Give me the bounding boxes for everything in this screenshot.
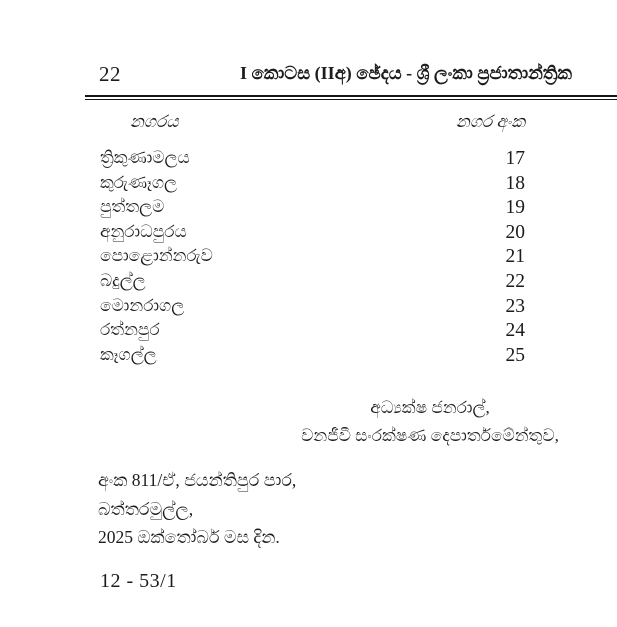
city-name: බදුල්ල	[100, 270, 146, 290]
table-row	[0, 173, 617, 198]
city-number-table	[0, 148, 617, 369]
city-number: 21	[505, 246, 525, 268]
city-number: 24	[505, 320, 525, 342]
table-row	[0, 197, 617, 222]
city-number: 22	[505, 270, 525, 292]
city-number: 18	[505, 172, 525, 194]
city-name: රත්නපුර	[100, 320, 160, 340]
city-number: 19	[505, 197, 525, 219]
address-city: බත්තරමුල්ල,	[98, 498, 194, 519]
header-double-rule	[85, 95, 617, 100]
table-row	[0, 222, 617, 247]
city-number: 25	[505, 344, 525, 366]
city-name: කෑගල්ල	[100, 344, 157, 364]
city-number: 17	[505, 148, 525, 169]
signature-block	[260, 394, 600, 449]
gazette-header-title: I කොටස (IIඅ) ඡේදය - ශ්‍රී ලංකා ප්‍රජාතාන්ත්‍රික	[240, 63, 573, 83]
page-number: 22	[99, 62, 121, 86]
table-row	[0, 296, 617, 321]
notice-number: 12 - 53/1	[100, 570, 177, 592]
city-number: 20	[505, 221, 525, 243]
table-row	[0, 320, 617, 345]
city-name: අනුරාධපුරය	[100, 221, 187, 241]
city-name: කුරුණෑගල	[100, 172, 177, 192]
table-row	[0, 345, 617, 370]
city-name: පොළොන්නරුව	[100, 246, 213, 266]
address-date: 2025 ඔක්තෝබර් මස දින.	[98, 527, 280, 547]
table-row	[0, 246, 617, 271]
signatory-department: වනජීවී සංරක්ෂණ දෙපාර්තමේන්තුව,	[301, 425, 559, 445]
column-header-number: නගර අංක	[455, 112, 525, 131]
city-name: මොනරාගල	[100, 295, 185, 315]
table-row	[0, 148, 617, 173]
city-name: පුත්තලම	[100, 197, 165, 217]
city-name: ත්‍රිකුණාමලය	[100, 148, 190, 167]
city-number: 23	[505, 295, 525, 317]
signatory-title: අධ්‍යක්ෂ ජනරාල්,	[370, 398, 490, 417]
table-row	[0, 271, 617, 296]
address-street: අංක 811/ඒ, ජයන්තිපුර පාර,	[98, 470, 297, 490]
column-header-city: නගරය	[130, 112, 179, 131]
address-block	[98, 466, 296, 552]
